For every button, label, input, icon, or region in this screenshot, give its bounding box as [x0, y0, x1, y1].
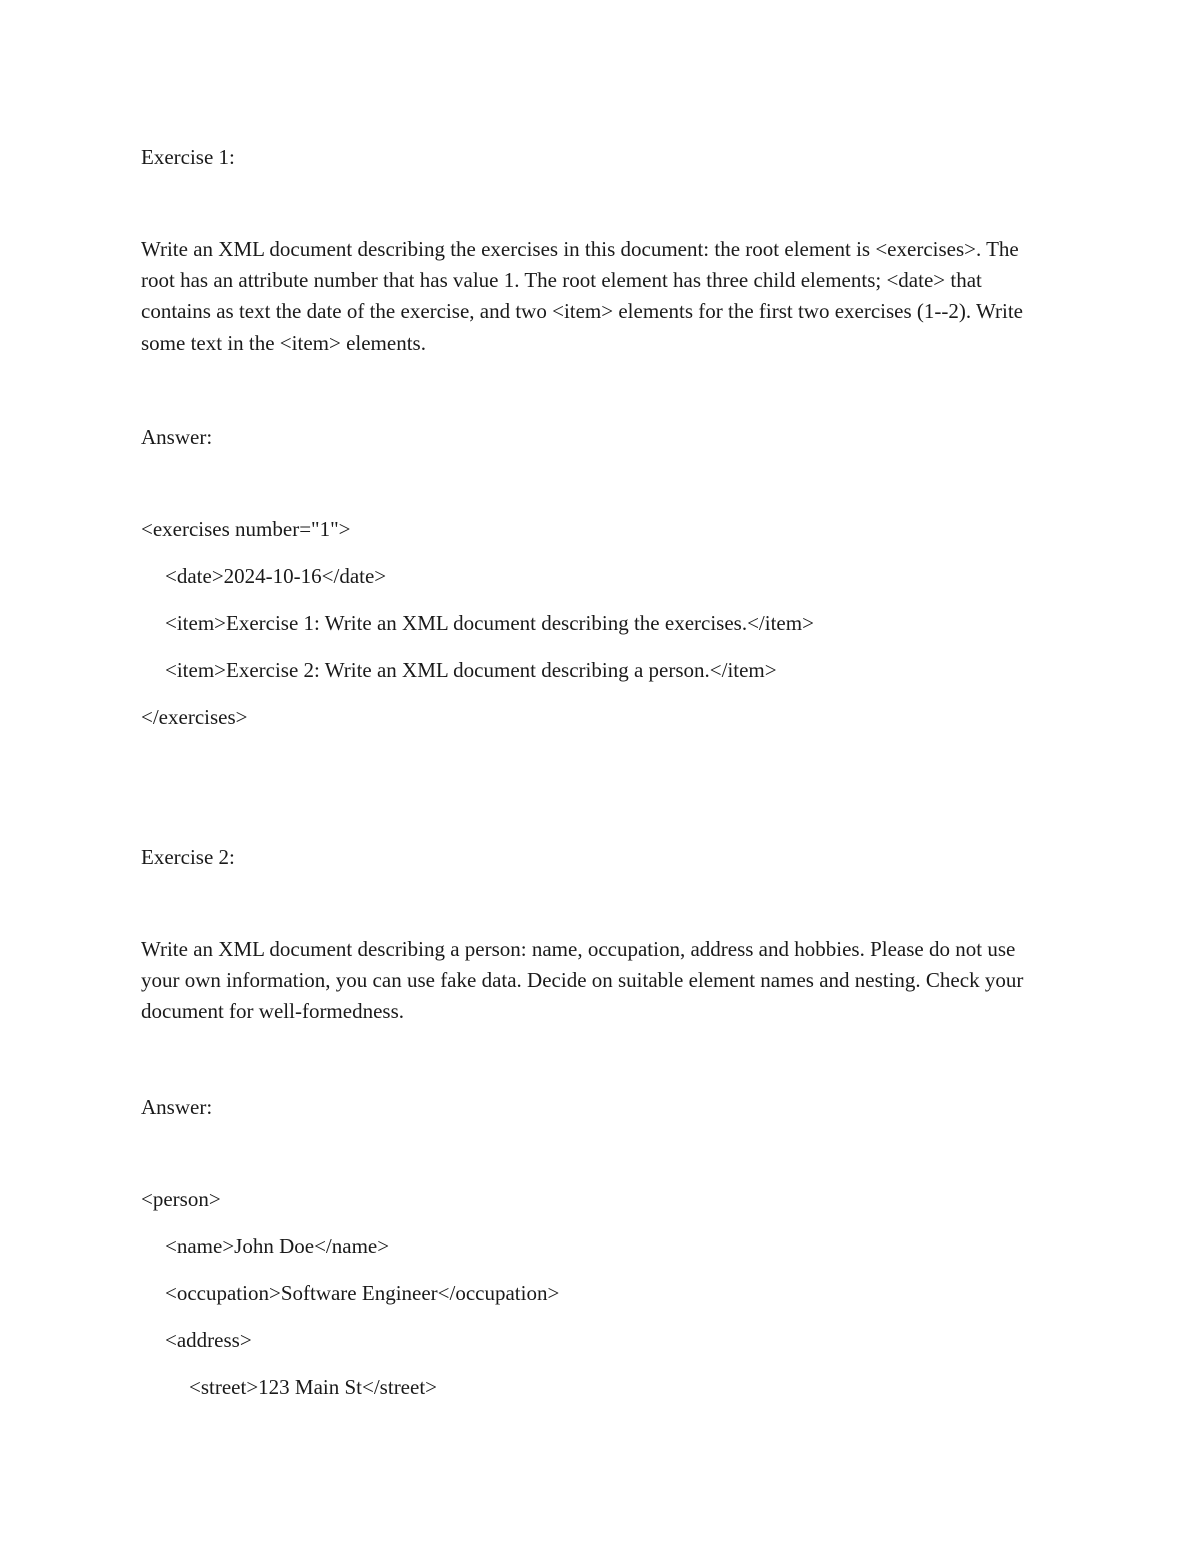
exercise-2-code-line: <occupation>Software Engineer</occupation> [165, 1281, 560, 1305]
exercise-1-heading: Exercise 1: [141, 145, 235, 169]
exercise-1-code-line: <exercises number="1"> [141, 517, 351, 541]
exercise-1-code-line: </exercises> [141, 705, 248, 729]
exercise-1-code-line: <item>Exercise 1: Write an XML document describing the exercises.</item> [165, 611, 814, 635]
exercise-2-heading: Exercise 2: [141, 845, 235, 869]
exercise-2-code-line: <name>John Doe</name> [165, 1234, 390, 1258]
exercise-2-prompt: Write an XML document describing a person: name, occupation, address and hobbies. Please do not use your own information, you can use fake data. Decide on suitable element names and nesting. Check your document for well-formedness. [141, 937, 1024, 1024]
exercise-2-code-line: <street>123 Main St</street> [189, 1375, 438, 1399]
exercise-2-answer-label: Answer: [141, 1095, 213, 1119]
exercise-1-answer-label: Answer: [141, 425, 213, 449]
exercise-2-code-line: <address> [165, 1328, 252, 1352]
exercise-1-prompt: Write an XML document describing the exercises in this document: the root element is <exercises>. The root has an attribute number that has value 1. The root element has three child elements; <date> that contains as text the date of the exercise, and two <item> elements for the first two exercises (1--2). Write some text in the <item> elements. [141, 237, 1023, 355]
exercise-1-code-line: <item>Exercise 2: Write an XML document describing a person.</item> [165, 658, 777, 682]
exercise-1-code-line: <date>2024-10-16</date> [165, 564, 387, 588]
exercise-2-code-line: <person> [141, 1187, 221, 1211]
